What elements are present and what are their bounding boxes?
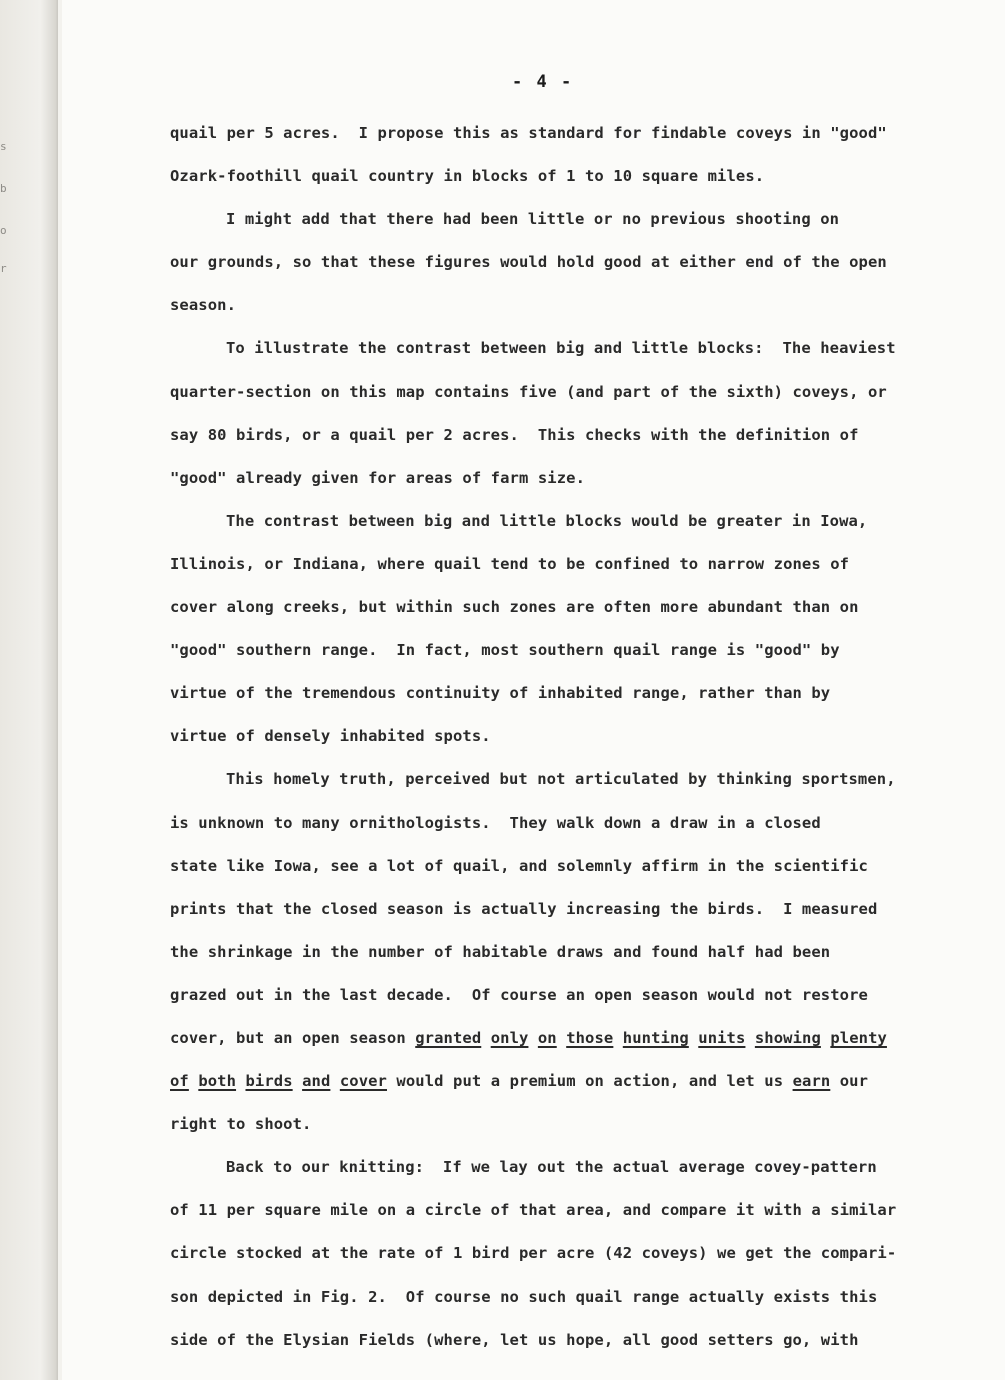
text-line xyxy=(170,327,1000,370)
text-line xyxy=(170,1060,1000,1103)
text-line xyxy=(170,845,1000,888)
text-run: The contrast between big and little blocks would be greater in Iowa, xyxy=(226,511,868,530)
text-run xyxy=(613,1029,622,1047)
text-line xyxy=(170,672,1000,715)
text-run: prints that the closed season is actually increasing the birds. I measured xyxy=(170,899,878,918)
underlined-word: of xyxy=(170,1072,189,1091)
text-line xyxy=(170,284,1000,327)
gutter-mark: s xyxy=(0,140,7,153)
text-run: Back to our knitting: If we lay out the actual average covey-pattern xyxy=(226,1158,877,1177)
text-run: To illustrate the contrast between big and little blocks: The heaviest xyxy=(226,339,896,358)
text-run: side of the Elysian Fields (where, let us hope, all good setters go, with xyxy=(170,1330,859,1349)
text-line xyxy=(170,241,1000,284)
text-run: This homely truth, perceived but not articulated by thinking sportsmen, xyxy=(226,770,896,789)
text-run: of 11 per square mile on a circle of that area, and compare it with a similar xyxy=(170,1201,897,1220)
gutter-mark: o xyxy=(0,224,7,237)
text-run: our grounds, so that these figures would hold good at either end of the open xyxy=(170,253,887,272)
text-run: virtue of the tremendous continuity of inhabited range, rather than by xyxy=(170,684,831,703)
text-run xyxy=(189,1072,198,1090)
text-line xyxy=(170,758,1000,801)
text-run: is unknown to many ornithologists. They walk down a draw in a closed xyxy=(170,813,821,832)
gutter-mark: r xyxy=(0,262,7,275)
text-line xyxy=(170,1146,1000,1189)
text-line xyxy=(170,1276,1000,1319)
text-run xyxy=(330,1072,339,1090)
underlined-word: units xyxy=(698,1028,746,1047)
text-line xyxy=(170,112,1000,155)
text-run: quarter-section on this map contains five (and part of the sixth) coveys, or xyxy=(170,382,887,401)
underlined-word: earn xyxy=(792,1072,831,1091)
text-line xyxy=(170,414,1000,457)
page-number: - 4 - xyxy=(512,72,574,92)
gutter-mark: b xyxy=(0,182,7,195)
text-run: quail per 5 acres. I propose this as standard for findable coveys in "good" xyxy=(170,124,887,142)
underlined-word: showing xyxy=(754,1028,821,1047)
text-line xyxy=(170,543,1000,586)
text-line xyxy=(170,802,1000,845)
underlined-word: cover xyxy=(339,1072,387,1091)
text-run xyxy=(689,1029,698,1047)
text-run: the shrinkage in the number of habitable draws and found half had been xyxy=(170,942,831,961)
text-line xyxy=(170,629,1000,672)
underlined-word: both xyxy=(198,1072,237,1091)
text-line xyxy=(170,888,1000,931)
underlined-word: birds xyxy=(245,1072,293,1091)
underlined-word: and xyxy=(302,1072,331,1091)
text-line xyxy=(170,1319,1000,1362)
text-run: state like Iowa, see a lot of quail, and solemnly affirm in the scientific xyxy=(170,856,868,875)
text-run xyxy=(293,1072,302,1090)
text-line xyxy=(170,1232,1000,1275)
underlined-word: hunting xyxy=(622,1028,689,1047)
text-run: season. xyxy=(170,296,237,315)
underlined-word: plenty xyxy=(830,1028,887,1047)
text-run: "good" southern range. In fact, most southern quail range is "good" by xyxy=(170,641,840,660)
text-run: would put a premium on action, and let us xyxy=(387,1072,793,1091)
underlined-word: only xyxy=(490,1028,529,1047)
underlined-word: granted xyxy=(415,1028,482,1047)
underlined-word: on xyxy=(537,1028,557,1047)
text-run xyxy=(528,1029,537,1047)
text-line xyxy=(170,500,1000,543)
text-run: I might add that there had been little or no previous shooting on xyxy=(226,210,840,229)
text-run: grazed out in the last decade. Of course an open season would not restore xyxy=(170,985,868,1004)
text-run: Illinois, or Indiana, where quail tend to be confined to narrow zones of xyxy=(170,554,850,573)
text-run: Ozark-foothill quail country in blocks of 1 to 10 square miles. xyxy=(170,167,765,186)
text-line xyxy=(170,974,1000,1017)
underlined-word: those xyxy=(566,1028,614,1047)
text-line xyxy=(170,198,1000,241)
text-run: cover along creeks, but within such zones are often more abundant than on xyxy=(170,598,859,617)
text-line xyxy=(170,1189,1000,1232)
text-line xyxy=(170,1017,1000,1060)
text-run: circle stocked at the rate of 1 bird per acre (42 coveys) we get the compari- xyxy=(170,1244,897,1263)
text-line xyxy=(170,155,1000,198)
text-run: son depicted in Fig. 2. Of course no such quail range actually exists this xyxy=(170,1287,878,1306)
text-run: right to shoot. xyxy=(170,1115,312,1134)
text-line xyxy=(170,1103,1000,1146)
body-text xyxy=(170,112,1000,1362)
binding-gutter xyxy=(0,0,58,1380)
text-run: say 80 birds, or a quail per 2 acres. This checks with the definition of xyxy=(170,425,859,444)
text-line xyxy=(170,931,1000,974)
text-run: "good" already given for areas of farm size. xyxy=(170,468,585,487)
text-run xyxy=(557,1029,566,1047)
text-run: cover, but an open season xyxy=(170,1028,416,1047)
text-run xyxy=(745,1029,754,1047)
text-run xyxy=(481,1029,490,1047)
text-run: our xyxy=(830,1072,869,1091)
text-line xyxy=(170,586,1000,629)
text-line xyxy=(170,371,1000,414)
text-run xyxy=(821,1029,830,1047)
text-line xyxy=(170,457,1000,500)
typewritten-page xyxy=(62,0,1005,1380)
text-run: virtue of densely inhabited spots. xyxy=(170,727,491,746)
text-line xyxy=(170,715,1000,758)
